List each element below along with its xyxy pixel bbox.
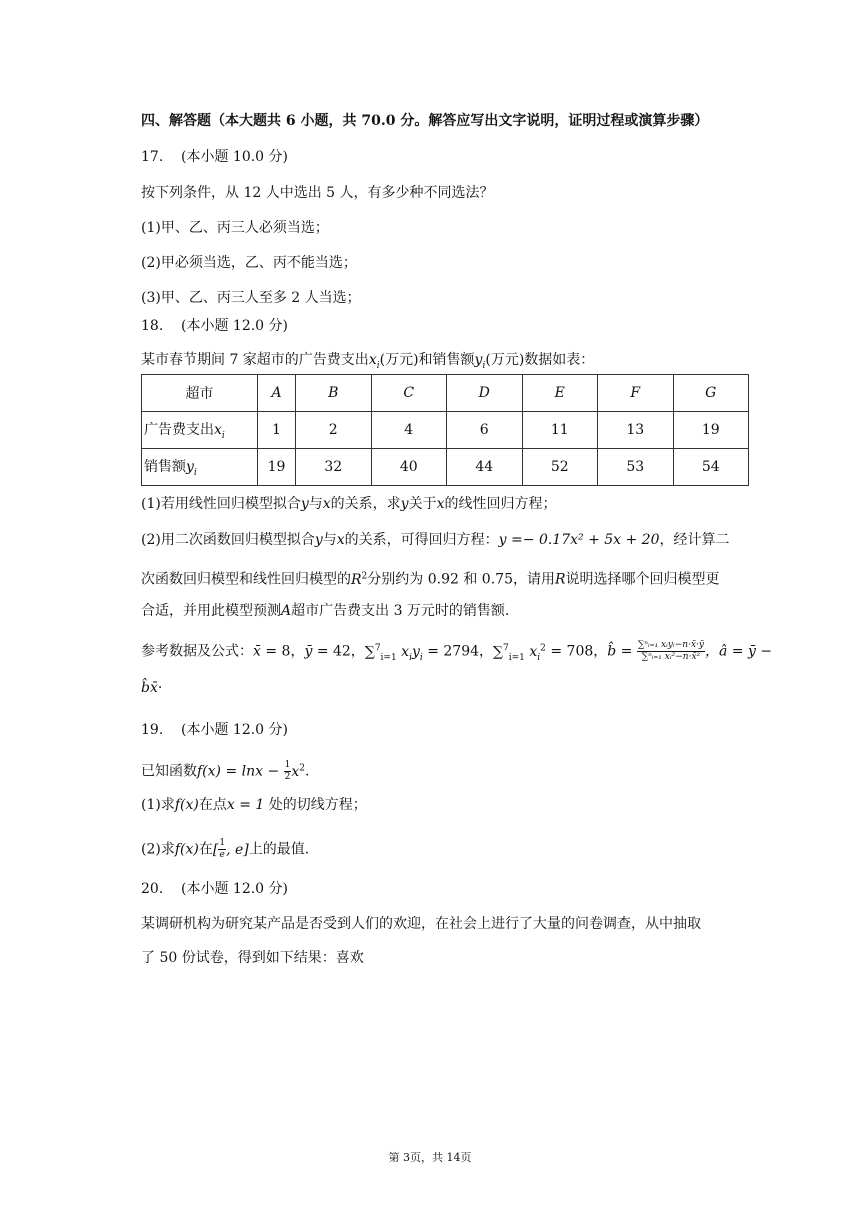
q18-score: (本小题 12.0 分)	[181, 318, 288, 334]
text: (1)求	[141, 797, 175, 813]
q18-stem-text-a: 某市春节期间 7 家超市的广告费支出	[141, 352, 369, 368]
table-header-cell: 超市	[142, 375, 258, 412]
text: 的线性回归方程；	[444, 496, 557, 512]
math-sum-xy: ∑$^7_{i=1}$ $x_iy_i$	[364, 643, 423, 663]
q18-reference	[141, 638, 772, 667]
q17-header	[141, 147, 288, 167]
text: = 8，	[265, 643, 305, 660]
table-cell: 11	[522, 412, 598, 449]
text: = 2794，	[427, 643, 494, 660]
text: 的关系，可得回归方程：	[344, 532, 499, 548]
math-b-hat: b̂ =	[607, 643, 637, 660]
text: = 42，	[316, 643, 365, 660]
text: (1)若用线性回归模型拟合	[141, 496, 301, 512]
math-xi: $x_i$	[368, 352, 380, 371]
table-cell: 13	[598, 412, 674, 449]
table-cell: 53	[598, 449, 674, 486]
fraction-half: $\frac{1}{2}$	[284, 760, 291, 783]
q18-part-1	[141, 494, 557, 514]
q17-part-1: (1)甲、乙、丙三人必须当选；	[141, 220, 329, 236]
denominator: ∑ⁿᵢ₌₁ xᵢ²−n·x̄²	[641, 652, 701, 663]
math-yi: $y_i$	[186, 459, 197, 478]
table-row	[142, 449, 749, 486]
regression-equation: y =− 0.17x² + 5x + 20	[498, 532, 660, 548]
text: 在点	[198, 797, 227, 813]
text: = 708，	[550, 643, 608, 660]
table-header-cell: A	[258, 375, 296, 412]
q18-part-2-line1	[141, 530, 730, 550]
fraction	[637, 640, 705, 663]
math-a-hat: ，â	[704, 643, 732, 660]
text: 与	[322, 532, 337, 548]
q18-part-2-line2	[141, 566, 720, 590]
table-cell: 52	[522, 449, 598, 486]
row-label-text: 广告费支出	[144, 422, 214, 439]
table-cell: 2	[296, 412, 372, 449]
table-header-row	[142, 375, 749, 412]
math-x: x	[436, 496, 445, 512]
table-header-cell: E	[522, 375, 598, 412]
text: ，经计算二	[659, 532, 730, 548]
text: 的关系，求	[330, 496, 401, 512]
table-cell: 54	[673, 449, 749, 486]
math-xi: $x_i$	[214, 422, 225, 441]
q20-line-1: 某调研机构为研究某产品是否受到人们的欢迎，在社会上进行了大量的问卷调查，从中抽取	[141, 916, 701, 932]
table-cell: 6	[447, 412, 523, 449]
text: 与	[308, 496, 323, 512]
section-title: 四、解答题（本大题共 6 小题，共 70.0 分。解答应写出文字说明，证明过程或演算步骤）	[141, 113, 709, 129]
math-x-eq-1: x = 1	[226, 797, 269, 813]
table-cell: 19	[673, 412, 749, 449]
q17-stem: 按下列条件，从 12 人中选出 5 人，有多少种不同选法？	[141, 185, 494, 201]
text: = ȳ −	[731, 643, 773, 660]
q17-part-3: (3)甲、乙、丙三人至多 2 人当选；	[141, 290, 361, 306]
math-y: y	[300, 496, 309, 512]
math-x-squared: $x^2$	[291, 763, 306, 780]
math-a: A	[281, 603, 292, 619]
q17-score: (本小题 10.0 分)	[181, 149, 288, 165]
table-cell: 1	[258, 412, 296, 449]
math-interval: [ $\frac{1}{e}$ , e]	[212, 838, 249, 860]
q19-number: 19.	[141, 722, 164, 738]
q18-part-2-line3	[141, 601, 509, 621]
table-header-cell: G	[673, 375, 749, 412]
math-x: x	[322, 496, 331, 512]
text: .	[305, 763, 310, 780]
math-fx: f(x)	[174, 797, 199, 813]
table-cell: 40	[371, 449, 447, 486]
q17-part-2: (2)甲必须当选，乙、丙不能当选；	[141, 255, 357, 271]
table-header-cell: D	[447, 375, 523, 412]
text: 次函数回归模型和线性回归模型的	[141, 571, 351, 588]
numerator: ∑ⁿᵢ₌₁ xᵢyᵢ−n·x̄·ȳ	[637, 640, 704, 651]
table-header-cell: C	[371, 375, 447, 412]
math-fx: f(x)	[174, 841, 199, 858]
q18-header	[141, 316, 288, 336]
data-table	[141, 374, 749, 486]
q19-score: (本小题 12.0 分)	[181, 722, 288, 738]
q19-part-2	[141, 838, 309, 861]
q19-header	[141, 720, 288, 740]
math-x: x	[336, 532, 345, 548]
text: ·	[157, 680, 163, 696]
math-y: y	[400, 496, 409, 512]
q20-score: (本小题 12.0 分)	[181, 881, 288, 897]
text: 关于	[408, 496, 437, 512]
text: 在	[198, 841, 213, 858]
q18-number: 18.	[141, 318, 164, 334]
text: 处的切线方程；	[268, 797, 367, 813]
table-cell: 19	[258, 449, 296, 486]
math-xbar: x̄	[253, 643, 266, 660]
q18-stem-text-c: (万元)数据如表：	[485, 352, 595, 368]
q18-stem	[141, 350, 594, 376]
math-sum-x2: ∑$^7_{i=1}$ $x_i^2$	[493, 643, 546, 663]
math-r-squared: $R^2$	[351, 571, 368, 588]
q20-line-2: 了 50 份试卷，得到如下结果：喜欢	[141, 950, 364, 966]
table-cell: 44	[447, 449, 523, 486]
table-header-cell: B	[296, 375, 372, 412]
math-yi: $y_i$	[474, 352, 486, 371]
text: 参考数据及公式：	[141, 643, 253, 660]
q18-reference-cont	[141, 678, 162, 698]
q19-part-1	[141, 795, 367, 815]
math-function: f(x) = lnx −	[197, 763, 284, 780]
q17-number: 17.	[141, 149, 164, 165]
table-row	[142, 412, 749, 449]
math-y: y	[314, 532, 323, 548]
q18-stem-text-b: (万元)和销售额	[379, 352, 475, 368]
q19-stem	[141, 758, 309, 783]
q20-number: 20.	[141, 881, 164, 897]
q20-header	[141, 879, 288, 899]
math-ybar: ȳ	[304, 643, 317, 660]
table-cell: 32	[296, 449, 372, 486]
text: (2)用二次函数回归模型拟合	[141, 532, 315, 548]
table-cell: 4	[371, 412, 447, 449]
page-footer: 第 3页，共 14页	[388, 1151, 472, 1164]
math-b-hat-xbar: b̂x̄	[141, 680, 158, 696]
text: 说明选择哪个回归模型更	[565, 571, 720, 588]
row-label-text: 销售额	[144, 459, 186, 476]
text: 分别约为 0.92 和 0.75，请用	[367, 571, 555, 588]
math-r: R	[554, 571, 566, 588]
table-row-label	[142, 412, 258, 449]
table-header-cell: F	[598, 375, 674, 412]
text: 超市广告费支出 3 万元时的销售额.	[291, 603, 510, 619]
table-row-label	[142, 449, 258, 486]
text: (2)求	[141, 841, 175, 858]
text: 已知函数	[141, 763, 197, 780]
text: 合适，并用此模型预测	[141, 603, 281, 619]
text: 上的最值.	[248, 841, 310, 858]
